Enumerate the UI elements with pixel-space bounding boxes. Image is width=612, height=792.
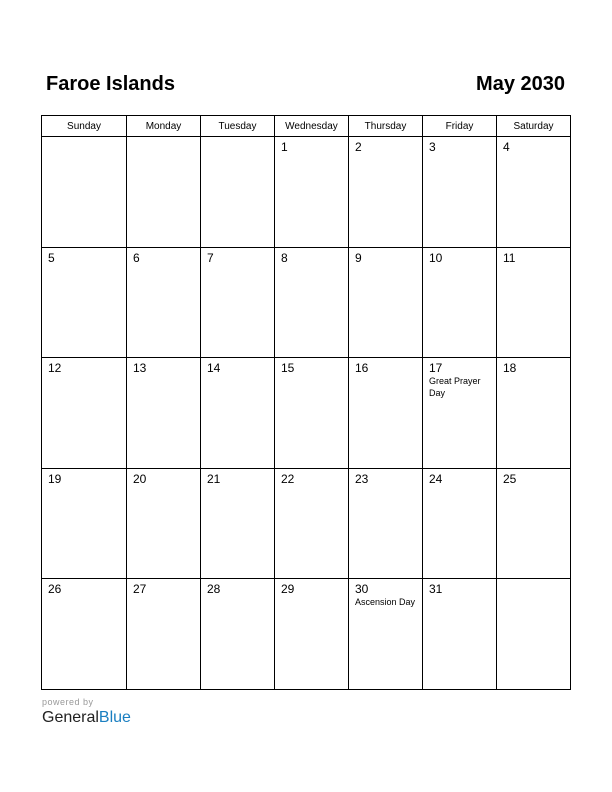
brand-logo-blue: Blue	[98, 709, 131, 726]
day-number: 19	[48, 471, 62, 486]
day-number: 1	[281, 140, 288, 154]
holiday-label: Great Prayer Day	[429, 376, 481, 398]
weekday-header-thursday: Thursday	[349, 116, 423, 137]
country-title: Faroe Islands	[46, 73, 175, 95]
weekday-header-friday: Friday	[423, 116, 497, 137]
day-number: 4	[503, 140, 510, 154]
powered-by-text: powered by	[42, 697, 94, 707]
day-cell	[275, 247, 349, 358]
day-number: 29	[281, 582, 295, 596]
day-cell	[423, 247, 497, 358]
day-number: 11	[503, 250, 516, 265]
day-cell-holiday	[349, 579, 423, 690]
brand-logo[interactable]	[42, 708, 131, 728]
day-number: 26	[48, 582, 62, 596]
day-number: 8	[281, 250, 288, 265]
day-cell	[497, 137, 571, 248]
day-number: 10	[429, 250, 443, 265]
day-cell	[423, 468, 497, 579]
week-row	[42, 137, 571, 248]
day-cell	[423, 137, 497, 248]
day-number: 24	[429, 471, 443, 486]
day-cell	[201, 247, 275, 358]
day-cell	[201, 358, 275, 469]
day-number: 7	[207, 250, 214, 265]
day-number: 21	[207, 471, 221, 486]
day-cell	[127, 468, 201, 579]
day-cell	[275, 358, 349, 469]
day-number: 27	[133, 582, 147, 596]
brand-logo-general: General	[42, 709, 99, 726]
week-row	[42, 579, 571, 690]
day-cell	[349, 247, 423, 358]
day-number: 25	[503, 471, 517, 486]
day-number: 3	[429, 140, 436, 154]
day-number: 22	[281, 471, 295, 486]
day-cell	[127, 358, 201, 469]
day-cell	[497, 247, 571, 358]
day-cell	[423, 579, 497, 690]
day-number: 2	[355, 140, 362, 154]
day-cell	[42, 247, 127, 358]
day-cell	[497, 579, 571, 690]
day-number: 14	[207, 361, 221, 375]
day-number: 28	[207, 582, 221, 596]
day-cell	[127, 579, 201, 690]
day-number: 6	[133, 250, 140, 265]
day-cell	[349, 358, 423, 469]
day-cell	[349, 137, 423, 248]
day-number: 17	[429, 361, 443, 375]
calendar-grid	[41, 115, 571, 690]
day-number: 12	[48, 361, 62, 375]
weekday-header-row	[42, 116, 571, 137]
day-cell	[201, 468, 275, 579]
week-row	[42, 358, 571, 469]
day-cell	[275, 137, 349, 248]
day-cell	[42, 358, 127, 469]
weekday-header-sunday: Sunday	[42, 116, 127, 137]
day-cell	[497, 358, 571, 469]
day-number: 23	[355, 471, 369, 486]
day-number: 16	[355, 361, 369, 375]
weekday-header-monday: Monday	[127, 116, 201, 137]
day-cell	[349, 468, 423, 579]
week-row	[42, 468, 571, 579]
day-cell	[201, 579, 275, 690]
day-cell	[42, 137, 127, 248]
day-cell	[201, 137, 275, 248]
day-number: 9	[355, 250, 362, 265]
day-number: 18	[503, 361, 517, 375]
day-cell	[127, 137, 201, 248]
day-cell	[42, 579, 127, 690]
day-cell	[275, 579, 349, 690]
week-row	[42, 247, 571, 358]
day-number: 31	[429, 582, 443, 596]
day-number: 15	[281, 361, 295, 375]
weekday-header-wednesday: Wednesday	[275, 116, 349, 137]
holiday-label: Ascension Day	[355, 597, 416, 607]
day-number: 30	[355, 582, 369, 596]
day-cell	[127, 247, 201, 358]
day-cell-holiday	[423, 358, 497, 469]
weekday-header-saturday: Saturday	[497, 116, 571, 137]
footer-branding	[42, 697, 131, 728]
month-year-title: May 2030	[476, 73, 565, 95]
day-number: 5	[48, 250, 55, 265]
weekday-header-tuesday: Tuesday	[201, 116, 275, 137]
day-cell	[497, 468, 571, 579]
day-cell	[42, 468, 127, 579]
day-number: 20	[133, 471, 147, 486]
day-cell	[275, 468, 349, 579]
day-number: 13	[133, 361, 147, 375]
